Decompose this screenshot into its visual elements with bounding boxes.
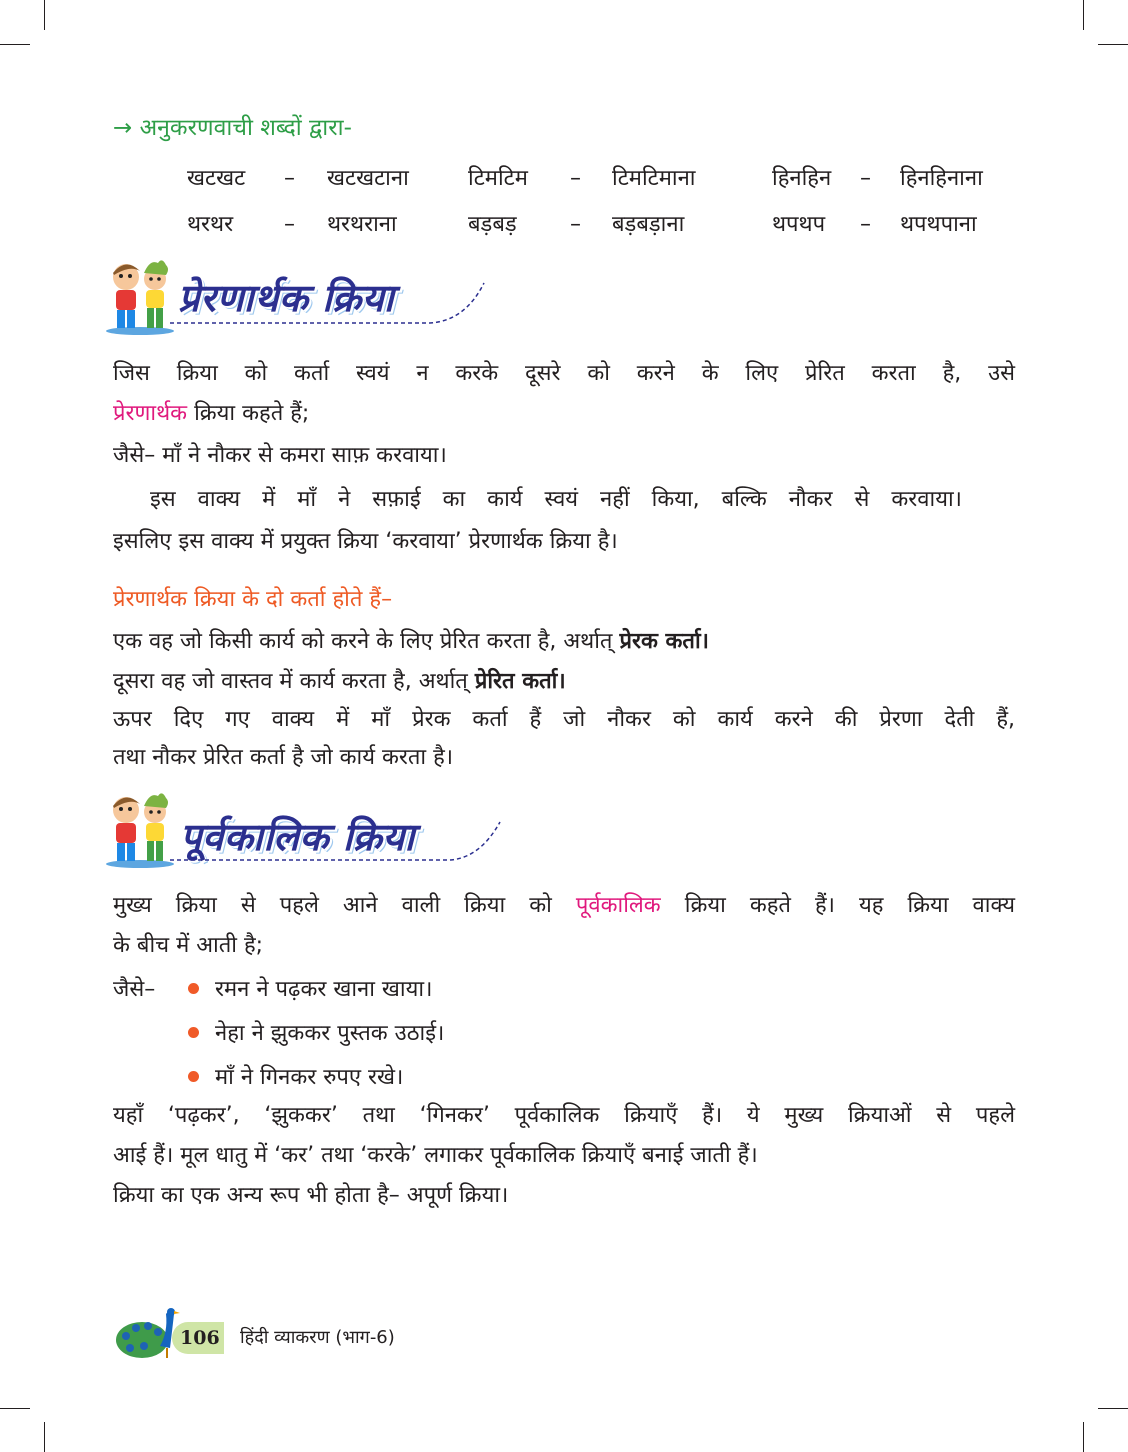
absolutive-explanation-line1: यहाँ ‘पढ़कर’, ‘झुककर’ तथा ‘गिनकर’ पूर्वकालिक क्रियाएँ हैं। ये मुख्य क्रियाओं से पहले (113, 1103, 1015, 1128)
definition-head: मुख्य क्रिया से पहले आने वाली क्रिया को (113, 893, 576, 918)
causative-heading-banner (100, 255, 520, 335)
base-word: खटखट (187, 166, 246, 191)
causative-definition-line1: जिस क्रिया को कर्ता स्वयं न करके दूसरे को करने के लिए प्रेरित करता है, उसे (113, 361, 1015, 386)
page-number: 106 (180, 1327, 220, 1349)
crop-mark (1098, 1408, 1128, 1409)
example-sentence: रमन ने पढ़कर खाना खाया। (215, 977, 433, 1002)
list-item (188, 1062, 788, 1094)
word-pair (187, 164, 245, 194)
base-word: थरथर (187, 212, 234, 237)
causative-title: प्रेरणार्थक क्रिया (178, 276, 395, 320)
causative-subheading: प्रेरणार्थक क्रिया के दो कर्ता होते हैं– (113, 587, 393, 612)
prerita-karta: प्रेरित कर्ता। (474, 669, 566, 694)
definition-tail: क्रिया कहते हैं। यह क्रिया वाक्य (660, 893, 1015, 918)
dashed-underline (100, 255, 520, 335)
onomatopoeic-heading: → अनुकरणवाची शब्दों द्वारा- (113, 115, 352, 141)
crop-mark (0, 44, 30, 45)
causative-definition-line2 (113, 398, 1015, 430)
preraka-karta: प्रेरक कर्ता। (619, 629, 710, 654)
book-title: हिंदी व्याकरण (भाग-6) (240, 1327, 395, 1348)
example-sentence: माँ ने गिनकर रुपए रखे। (215, 1065, 404, 1090)
causative-point3-line1: ऊपर दिए गए वाक्य में माँ प्रेरक कर्ता हैं जो नौकर को कार्य करने की प्रेरणा देती हैं, (113, 707, 1015, 732)
absolutive-example-label: जैसे– (113, 977, 156, 1002)
crop-mark (44, 0, 45, 30)
absolutive-explanation-line3: क्रिया का एक अन्य रूप भी होता है– अपूर्ण क्रिया। (113, 1183, 509, 1208)
definition-tail: क्रिया कहते हैं; (187, 401, 310, 426)
absolutive-definition-line2: के बीच में आती है; (113, 933, 264, 958)
derived-verb: हिनहिनाना (900, 166, 983, 191)
causative-term: प्रेरणार्थक (113, 401, 188, 426)
absolutive-definition-line1 (113, 890, 1015, 922)
causative-explanation-line1: इस वाक्य में माँ ने सफ़ाई का कार्य स्वयं नहीं किया, बल्कि नौकर से करवाया। (150, 487, 962, 512)
pair-dash: – (860, 166, 871, 191)
absolutive-term: पूर्वकालिक (575, 893, 661, 918)
crop-mark (1083, 1422, 1084, 1452)
crop-mark (1098, 44, 1128, 45)
causative-example (113, 440, 1015, 472)
derived-verb: थरथराना (327, 212, 397, 237)
list-item (188, 974, 788, 1006)
pair-dash: – (860, 212, 871, 237)
base-word: टिमटिम (468, 166, 528, 191)
derived-verb: खटखटाना (327, 166, 409, 191)
causative-explanation-line2: इसलिए इस वाक्य में प्रयुक्त क्रिया ‘करवाया’ प्रेरणार्थक क्रिया है। (113, 529, 618, 554)
crop-mark (0, 1408, 30, 1409)
base-word: बड़बड़ (468, 212, 517, 237)
list-item (188, 1018, 788, 1050)
example-sentence: माँ ने नौकर से कमरा साफ़ करवाया। (155, 443, 447, 468)
pair-dash: – (284, 212, 295, 237)
absolutive-explanation-line2: आई हैं। मूल धातु में ‘कर’ तथा ‘करके’ लगाकर पूर्वकालिक क्रियाएँ बनाई जाती हैं। (113, 1143, 758, 1168)
example-label: जैसे– (113, 443, 156, 468)
derived-verb: बड़बड़ाना (612, 212, 685, 237)
pair-dash: – (570, 166, 581, 191)
derived-verb: थपथपाना (900, 212, 977, 237)
causative-point1 (113, 626, 1015, 658)
absolutive-title: पूर्वकालिक क्रिया (180, 815, 415, 859)
base-word: थपथप (772, 212, 826, 237)
point2-text: दूसरा वह जो वास्तव में कार्य करता है, अर्थात् (113, 669, 475, 694)
bullet-icon (188, 983, 199, 994)
point1-text: एक वह जो किसी कार्य को करने के लिए प्रेरित करता है, अर्थात् (113, 629, 620, 654)
pair-dash: – (284, 166, 295, 191)
bullet-icon (188, 1027, 199, 1038)
derived-verb: टिमटिमाना (612, 166, 696, 191)
dashed-underline (100, 788, 520, 868)
pair-dash: – (570, 212, 581, 237)
crop-mark (44, 1422, 45, 1452)
causative-point3-line2: तथा नौकर प्रेरित कर्ता है जो कार्य करता है। (113, 745, 454, 770)
causative-point2 (113, 666, 1015, 698)
example-sentence: नेहा ने झुककर पुस्तक उठाई। (215, 1021, 445, 1046)
bullet-icon (188, 1071, 199, 1082)
base-word: हिनहिन (772, 166, 832, 191)
absolutive-heading-banner (100, 788, 520, 868)
crop-mark (1083, 0, 1084, 30)
